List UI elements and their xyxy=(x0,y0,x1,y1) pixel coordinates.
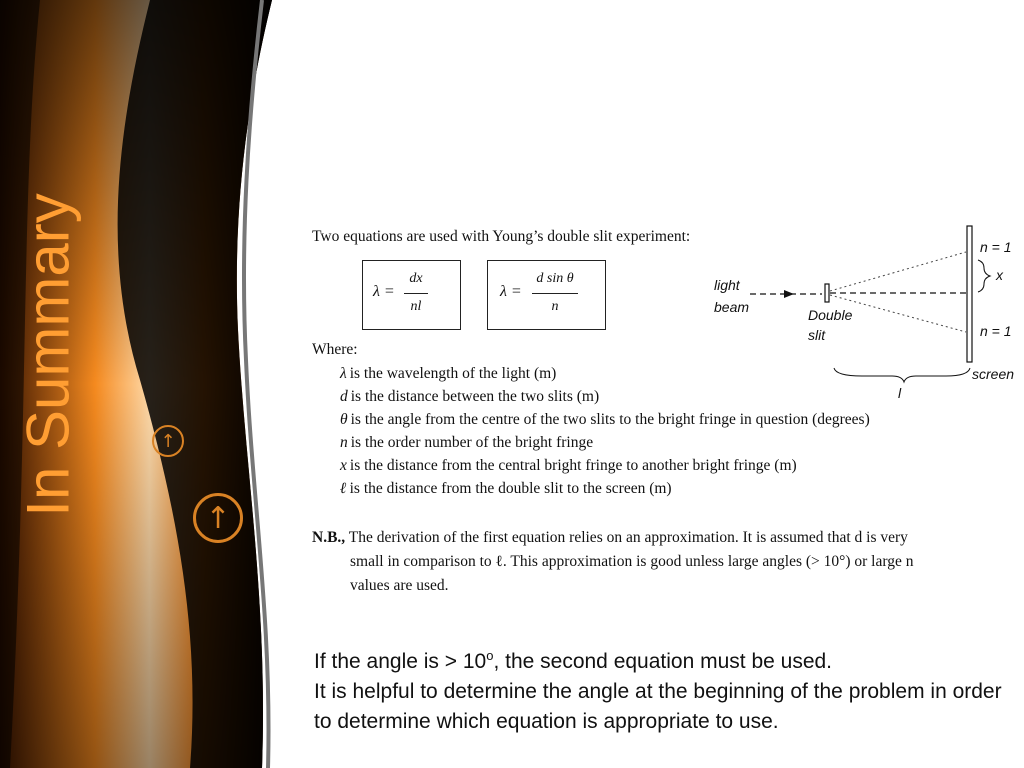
nb-line-3: values are used. xyxy=(350,577,449,594)
equation-1-numerator: dx xyxy=(409,271,423,286)
beam-label: beam xyxy=(714,299,750,315)
ray-top xyxy=(830,252,966,291)
nb-line-1: The derivation of the first equation relies on an approximation. It is assumed that d is very xyxy=(348,529,908,546)
x-brace xyxy=(978,260,990,292)
definition-item: d is the distance between the two slits (m) xyxy=(340,388,600,405)
double-label: Double xyxy=(808,307,853,323)
l-brace xyxy=(834,368,970,382)
nb-label: N.B., xyxy=(312,529,346,546)
n-bottom-label: n = 1 xyxy=(980,323,1012,339)
slide-title: In Summary xyxy=(14,193,82,517)
equation-box-1 xyxy=(362,260,461,330)
definition-item: n is the order number of the bright fringe xyxy=(340,434,594,451)
l-label: l xyxy=(898,385,902,401)
light-label: light xyxy=(714,277,740,293)
equation-box-2 xyxy=(487,260,606,330)
equation-2-fraction-bar xyxy=(532,293,578,294)
double-slit-shape xyxy=(825,284,829,302)
definition-item: ℓ is the distance from the double slit to the screen (m) xyxy=(340,480,672,497)
definition-item: λ is the wavelength of the light (m) xyxy=(340,365,557,382)
definition-item: θ is the angle from the centre of the two slits to the bright fringe in question (degrees) xyxy=(340,411,870,428)
equation-1-lhs: λ = xyxy=(373,283,395,300)
equation-2-denominator: n xyxy=(551,299,559,314)
decorative-side-band xyxy=(0,0,280,768)
double-slit-diagram xyxy=(712,222,1024,401)
summary-line-1: If the angle is > $10^o$, the second equation must be used. xyxy=(314,648,833,673)
definition-item: x is the distance from the central bright fringe to another bright fringe (m) xyxy=(340,457,797,474)
intro-text: Two equations are used with Young’s double slit experiment: xyxy=(312,228,691,245)
screen-shape xyxy=(967,226,972,362)
summary-text xyxy=(314,641,1014,737)
equation-1-fraction-bar xyxy=(404,293,428,294)
arrow-icon xyxy=(784,290,794,298)
up-arrow-circle-icon[interactable]: ↑ xyxy=(152,425,184,457)
equation-1-denominator: nl xyxy=(410,299,422,314)
summary-line-2: It is helpful to determine the angle at the beginning of the problem in order to determine which equation is appropriate to use. xyxy=(314,680,1002,733)
x-label: x xyxy=(996,267,1003,283)
up-arrow-circle-icon[interactable]: ↑ xyxy=(193,493,243,543)
equation-2-lhs: λ = xyxy=(500,283,522,300)
where-label: Where: xyxy=(312,341,358,358)
n-top-label: n = 1 xyxy=(980,239,1012,255)
equation-2-numerator: d sin θ xyxy=(536,271,574,286)
slit-label: slit xyxy=(808,327,826,343)
nb-note xyxy=(312,526,992,598)
screen-label: screen xyxy=(972,366,1015,382)
nb-line-2: small in comparison to ℓ. This approximation is good unless large angles (> 10°) or large n xyxy=(350,553,914,570)
